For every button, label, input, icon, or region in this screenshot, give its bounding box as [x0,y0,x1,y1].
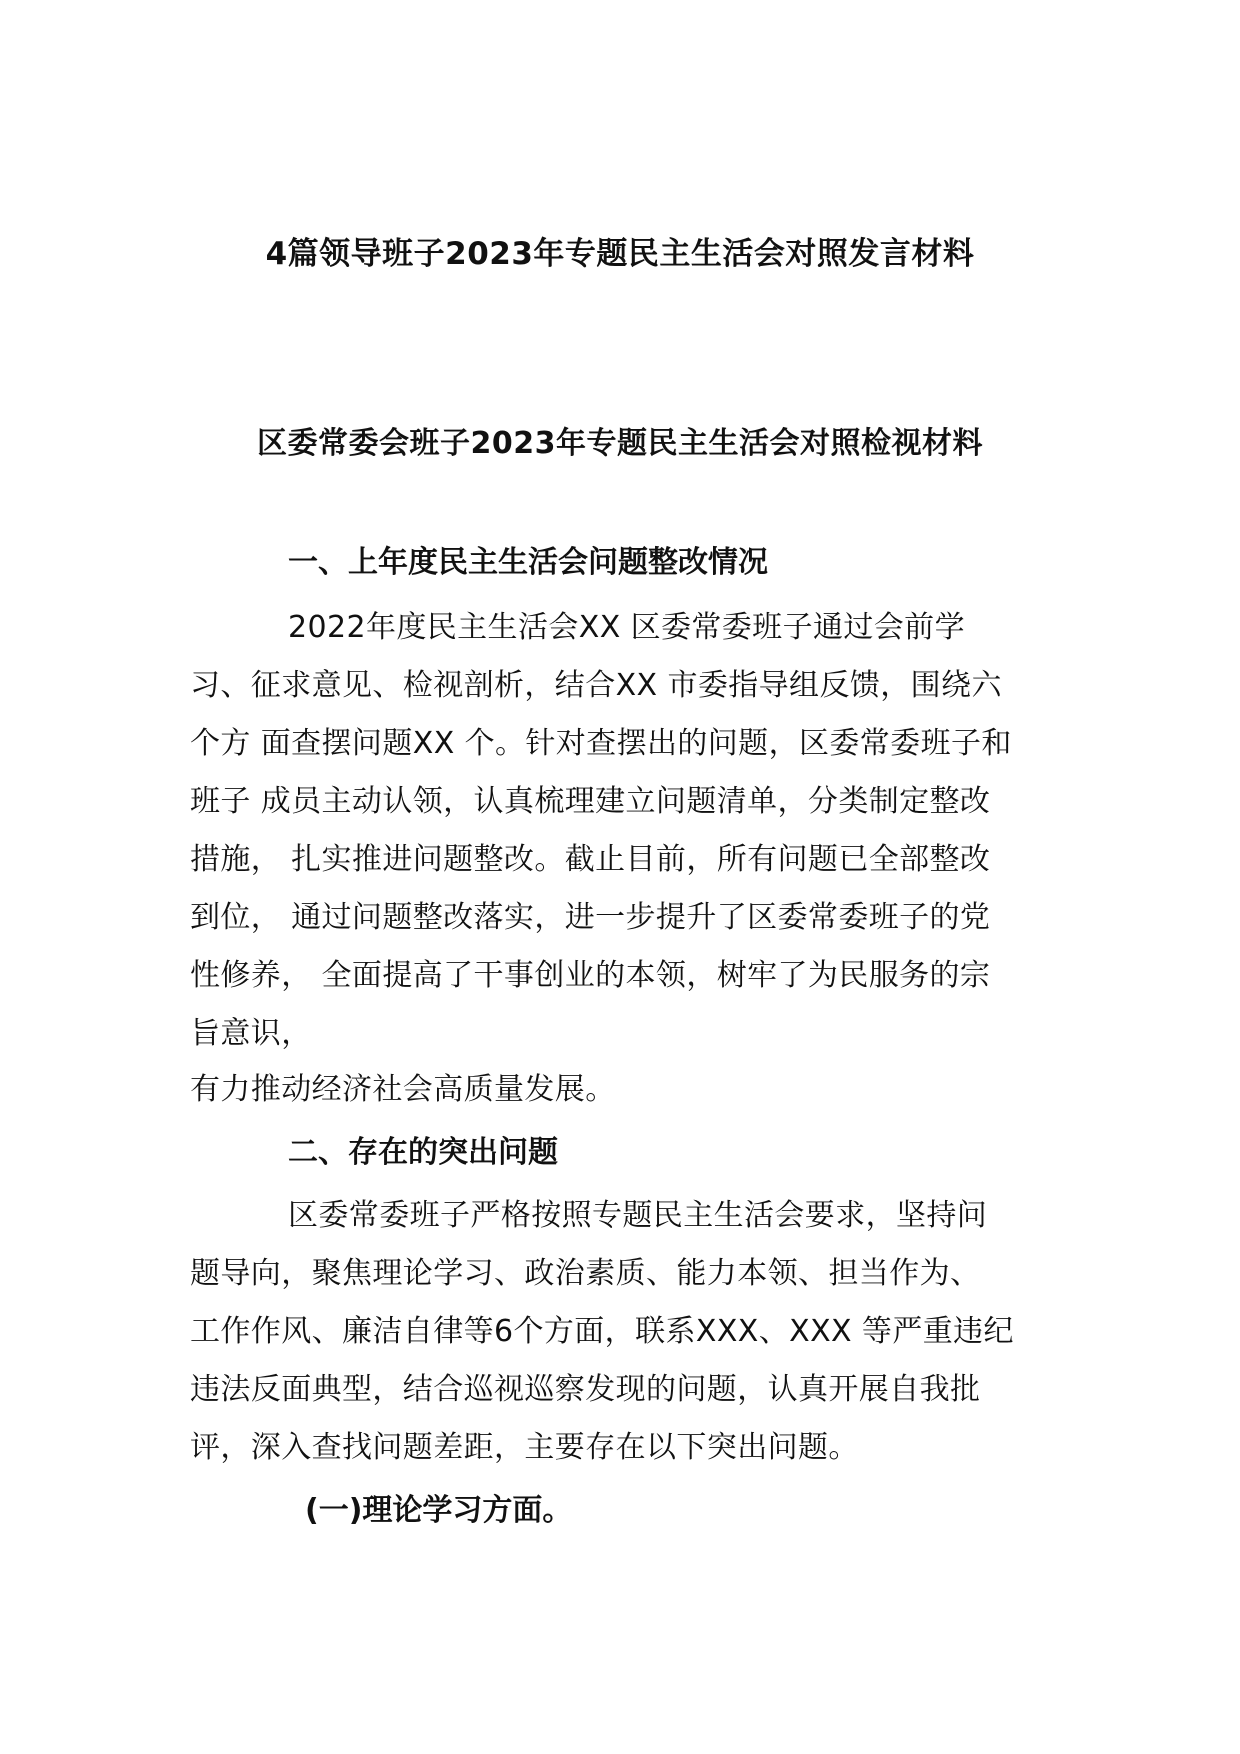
paragraph-line: 到位， 通过问题整改落实，进一步提升了区委常委班子的党 [190,900,991,935]
paragraph-line: 个方 面查摆问题XX 个。针对查摆出的问题，区委常委班子和 [190,726,1012,761]
section-heading-2: 二、存在的突出问题 [288,1135,558,1170]
paragraph-line: 有力推动经济社会高质量发展。 [190,1072,616,1107]
paragraph-line: 性修养， 全面提高了干事创业的本领，树牢了为民服务的宗 [190,958,991,993]
subsection-heading: (一)理论学习方面。 [305,1493,573,1528]
paragraph-line: 工作作风、廉洁自律等6个方面，联系XXX、XXX 等严重违纪 [190,1314,1014,1349]
paragraph-line: 2022年度民主生活会XX 区委常委班子通过会前学 [288,610,965,645]
section-heading-1: 一、上年度民主生活会问题整改情况 [288,545,768,580]
paragraph-line: 违法反面典型，结合巡视巡察发现的问题，认真开展自我批 [190,1372,981,1407]
paragraph-line: 习、征求意见、检视剖析，结合XX 市委指导组反馈，围绕六 [190,668,1002,703]
paragraph-line: 班子 成员主动认领，认真梳理建立问题清单，分类制定整改 [190,784,991,819]
paragraph-line: 评，深入查找问题差距，主要存在以下突出问题。 [190,1430,859,1465]
paragraph-line: 旨意识， [190,1016,312,1051]
paragraph-line: 区委常委班子严格按照专题民主生活会要求，坚持问 [288,1198,988,1233]
paragraph-line: 措施， 扎实推进问题整改。截止目前，所有问题已全部整改 [190,842,991,877]
paragraph-line: 题导向，聚焦理论学习、政治素质、能力本领、担当作为、 [190,1256,981,1291]
document-subtitle: 区委常委会班子2023年专题民主生活会对照检视材料 [257,426,983,461]
document-title: 4篇领导班子2023年专题民主生活会对照发言材料 [265,236,975,272]
